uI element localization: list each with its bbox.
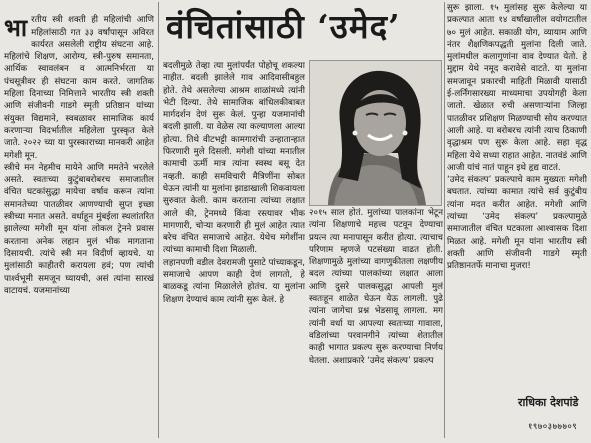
article-column-middle-lower: २०१५ साल होतं. मुलांच्या पालकांना भेटून त्यांना शिक्षणाचे महत्त्व पटवून देण्याचा प्रयत्न त्या मनापासून करीत होत्या. त्याचाच परिणाम म्हणजे पटसंख्या वाढत होती. शिक्षणामुळे मुलांच्या वागणुकीतला लक्षणीय बदल त्यांच्या पालकांच्या लक्षात आला आणि दुसरे पालकसुद्धा आपली मुलं स्वतःहून शाळेत घेऊन येऊ लागली. पुढे त्यांना जागेचा प्रश्न भेडसावू लागला. मग त्यांनी वर्धा या आपल्या स्वतःच्या गावाला, वडिलांच्या परवानगीने त्यांच्या शेतातील काही भागात प्रकल्प सुरू करण्याचा निर्णय घेतला. अशाप्रकारे ‘उमेद संकल्प’ प्रकल्प (309, 208, 443, 366)
article-column-middle: बदलीमुळे तेव्हा त्या मुलांपर्यंत पोहोचू शकल्या नाहीत. बदली झालेले गाव आदिवासीबहुल होते. तेथे असलेल्या आश्रम शाळांमध्ये त्यांनी भेटी दिल्या. तेथे सामाजिक बांधिलकीबाबत मार्गदर्शन देणं सुरू केलं. पुन्हा यजमानांची बदली झाली. या वेळेस त्या कल्याणला आल्या होत्या. तिथे वीटभट्टी कामगारांची उन्हातान्हात फिरणारी मुले दिसली. मगेशी यांच्या मनातील कामाची ऊर्मी मात्र त्यांना स्वस्थ बसू देत नव्हती. काही समविचारी मैत्रिणींना सोबत घेऊन त्यांनी या मुलांना झाडाखाली शिकवायला सुरुवात केली. काम करताना त्यांच्या लक्षात आले की, ट्रेनमध्ये किंवा रस्त्यावर भीक मागणारी, चोऱ्या करणारी ही मुलं आहेत त्यात बरेच वंचित समाजाचे आहेत. येथेच मगेशींना त्यांच्या कामाची दिशा मिळाली. लहानपणी वडील देवरामजी पुसाटे पांच्याकडून, समाजाचे आपण काही देणं लागतो, हे बाळकडू त्यांना मिळालेले होतंच. या मुलांना शिक्षण देण्याचं काम त्यांनी सुरू केलं. हे (163, 61, 305, 305)
column-left-text: रतीय स्त्री शक्ती ही महिलांची आणि महिलांसाठी गत ३३ वर्षांपासून अविरत कार्यरत असलेली राष्ट्रीय संघटना आहे. महिलांचे शिक्षण, आरोग्य, स्त्री-पुरुष समानता, आर्थिक स्वावलंबन व आत्मनिर्भरता या पंचसूत्रीवर ही संघटना काम करते. जागतिक महिला दिनाच्या निमित्ताने भारतीय स्त्री शक्ती आणि संजीवनी गाडगे स्मृती प्रतिष्ठान यांच्या संयुक्त विद्यमाने, स्वबळावर सामाजिक कार्य करणाऱ्या विदर्भातील महिलेला पुरस्कृत केले जाते. २०२२ च्या या पुरस्काराच्या मानकरी आहेत मगेशी मून. स्त्रीचे मन नेहमीच मायेने आणि ममतेने भरलेले असते. स्वतःच्या कुटुंबाबरोबरच समाजातील वंचित घटकांसुद्धा मायेचा वर्षाव करून त्यांना समानतेच्या पातळीवर आणण्याची सुप्त इच्छा स्त्रीच्या मनात असते. वर्धाहून मुंबईला स्थलांतरित झालेल्या मगेशी मून यांना लोकल ट्रेनने प्रवास करताना अनेक लहान मुलं भीक मागताना दिसायची. त्यांचे स्त्री मन विदीर्ण व्हायचे. या मुलांसाठी काहीतरी करायला हवं; पण त्यांची पार्श्वभूमी समजून घ्यायची, असं त्यांना सारखं वाटायचं. यजमानांच्या (4, 15, 154, 296)
article-headline: वंचितांसाठी ‘उमेद’ (166, 7, 401, 46)
drop-cap: भा (4, 14, 28, 43)
portrait-photo-image (310, 61, 441, 205)
column-divider (158, 2, 159, 438)
article-column-right: सुरू झाला. १५ मुलांसह सुरू केलेल्या या प्रकल्पात आता १४ वर्षांखालील वयोगटातील ७० मुलं आहेत. सकाळी योग, व्यायाम आणि नंतर शैक्षणिकपद्धती मुलांना दिली जाते. मुलांमधील कलागुणांना वाव देण्यात येतो. हे मुद्दाम येथे नमूद करावेसे वाटते. या मुलांना समजावून प्रकारची माहिती मिळावी यासाठी ई-लर्निंगसारख्या माध्यमाचा उपयोगही केला जातो. खेळात रुची असणाऱ्यांना जिल्हा पातळीवर प्रशिक्षण मिळण्याची सोय करण्यात आली आहे. या बरोबरच त्यांनी त्याच ठिकाणी वृद्धाश्रम पण सुरू केला आहे. सहा वृद्ध महिला येथे सध्या राहात आहेत. नातवंडं आणि आजी यांचं नातं पाहून इथे हृद्य वाटतं. ‘उमेद संकल्प’ प्रकल्पाचे काम मुख्यतः मगेशी बघतात. त्यांच्या कामात त्यांचे सर्व कुटुंबीय त्यांना मदत करीत आहेत. मगेशी आणि त्यांच्या ‘उमेद संकल्प’ प्रकल्पामुळे समाजातील वंचित घटकाला आश्वासक दिशा मिळत आहे. मगेशी मून यांना भारतीय स्त्री शक्ती आणि संजीवनी गाडगे स्मृती प्रतिष्ठानतर्फे मानाचा मुजरा! (447, 3, 587, 272)
column-divider (444, 2, 445, 438)
author-byline: राधिका देशपांडे (518, 396, 579, 409)
article-column-left (4, 2, 154, 438)
clipping-code: १९७०३७७७०९ (528, 422, 578, 432)
portrait-photo (309, 60, 442, 206)
